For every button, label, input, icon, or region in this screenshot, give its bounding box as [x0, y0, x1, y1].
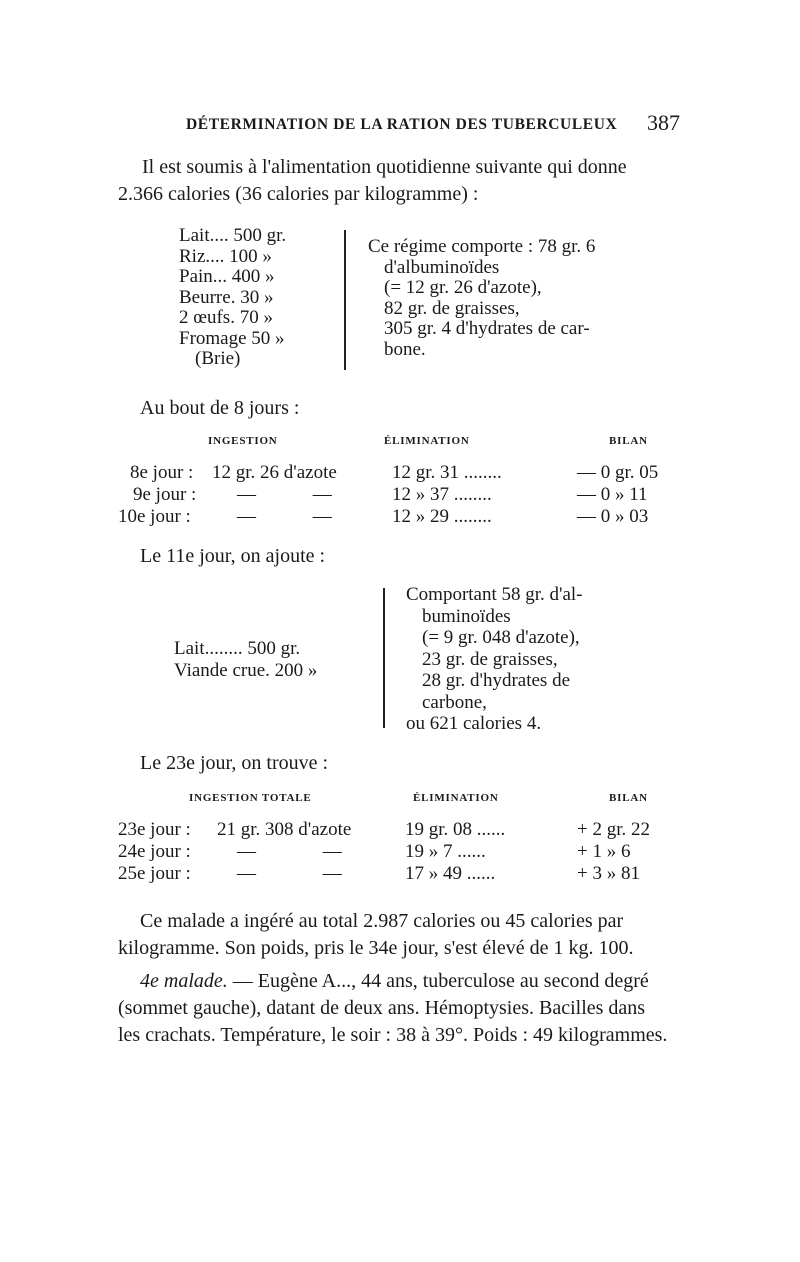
addition-item: Lait........ 500 gr.	[174, 638, 301, 659]
running-title: DÉTERMINATION DE LA RATION DES TUBERCULEUX	[186, 116, 618, 133]
section2-header-ingestion: INGESTION TOTALE	[189, 792, 312, 804]
diet1-item: 2 œufs. 70 »	[179, 307, 273, 328]
addition-desc-line: buminoïdes	[422, 605, 511, 627]
section1-header-elimination: ÉLIMINATION	[384, 435, 470, 447]
diet1-description	[368, 237, 595, 360]
s2-row-ingestion: — —	[237, 841, 342, 862]
conclusion-line-2: kilogramme. Son poids, pris le 34e jour, s'est élevé de 1 kg. 100.	[118, 937, 634, 959]
s2-row-ingestion: — —	[237, 863, 342, 884]
s1-row-elimination: 12 » 37 ........	[392, 484, 492, 505]
s2-row-bilan: + 2 gr. 22	[577, 819, 650, 840]
s1-row-ingestion: 12 gr. 26 d'azote	[212, 462, 337, 483]
diet1-item: (Brie)	[195, 348, 241, 369]
case4-label: 4e malade.	[140, 970, 228, 992]
page-number: 387	[647, 110, 680, 135]
diet1-item: Fromage 50 »	[179, 327, 285, 349]
intro-line-2: 2.366 calories (36 calories par kilogramme) :	[118, 183, 479, 205]
s1-row-bilan: — 0 gr. 05	[577, 462, 659, 483]
addition-desc-line: carbone,	[422, 691, 487, 713]
s1-row-bilan: — 0 » 11	[577, 484, 648, 505]
case4-line-3: les crachats. Température, le soir : 38 à 39°. Poids : 49 kilogrammes.	[118, 1024, 668, 1046]
addition-desc-line: 28 gr. d'hydrates de	[422, 670, 571, 691]
conclusion-line-1: Ce malade a ingéré au total 2.987 calories ou 45 calories par	[140, 910, 624, 932]
section1-header-ingestion: INGESTION	[208, 435, 278, 447]
s2-row-elimination: 19 » 7 ......	[405, 841, 486, 862]
case4-line-2: (sommet gauche), datant de deux ans. Hémoptysies. Bacilles dans	[118, 997, 646, 1019]
diet1-item: Beurre. 30 »	[179, 286, 274, 308]
s2-row-day: 23e jour :	[118, 819, 191, 840]
diet1-desc-line: 305 gr. 4 d'hydrates de car-	[384, 318, 590, 339]
diet1-item: Pain... 400 »	[179, 266, 275, 287]
s1-row-ingestion: — —	[237, 506, 332, 527]
diet1-item: Lait.... 500 gr.	[179, 225, 287, 246]
s1-row-elimination: 12 » 29 ........	[392, 506, 492, 527]
section2-label: Le 23e jour, on trouve :	[140, 752, 329, 774]
case4-line-1	[140, 968, 649, 995]
section2-header-elimination: ÉLIMINATION	[413, 792, 499, 804]
s2-row-elimination: 17 » 49 ......	[405, 863, 496, 884]
section1-label: Au bout de 8 jours :	[140, 397, 300, 419]
addition-brace	[383, 588, 385, 728]
section1-header-bilan: BILAN	[609, 435, 648, 447]
addition-desc-line: Comportant 58 gr. d'al-	[406, 584, 583, 605]
diet1-desc-line: Ce régime comporte : 78 gr. 6	[368, 236, 596, 257]
addition-desc-line: ou 621 calories 4.	[406, 713, 542, 734]
s2-row-ingestion: 21 gr. 308 d'azote	[217, 819, 352, 840]
s1-row-ingestion: — —	[237, 484, 332, 505]
diet1-item: Riz.... 100 »	[179, 245, 272, 267]
s1-row-day: 8e jour :	[130, 462, 194, 483]
s1-row-day: 10e jour :	[118, 506, 191, 527]
s2-row-bilan: + 1 » 6	[577, 841, 631, 862]
addition-item: Viande crue. 200 »	[174, 660, 318, 681]
addition-items	[174, 638, 317, 682]
addition-desc-line: 23 gr. de graisses,	[422, 648, 558, 670]
s1-row-day: 9e jour :	[133, 484, 197, 505]
diet1-items	[179, 226, 286, 370]
addition-label: Le 11e jour, on ajoute :	[140, 545, 326, 567]
diet1-desc-line: d'albuminoïdes	[384, 256, 500, 278]
addition-desc-line: (= 9 gr. 048 d'azote),	[422, 627, 580, 648]
addition-description	[406, 584, 583, 735]
section2-header-bilan: BILAN	[609, 792, 648, 804]
diet1-desc-line: (= 12 gr. 26 d'azote),	[384, 277, 542, 298]
diet1-brace	[344, 230, 346, 370]
diet1-desc-line: 82 gr. de graisses,	[384, 297, 520, 319]
s2-row-day: 24e jour :	[118, 841, 191, 862]
s2-row-elimination: 19 gr. 08 ......	[405, 819, 506, 840]
intro-line-1: Il est soumis à l'alimentation quotidienne suivante qui donne	[142, 156, 627, 178]
s2-row-bilan: + 3 » 81	[577, 863, 640, 884]
s1-row-bilan: — 0 » 03	[577, 506, 649, 527]
diet1-desc-line: bone.	[384, 338, 426, 360]
s1-row-elimination: 12 gr. 31 ........	[392, 462, 502, 483]
case4-line1-text: — Eugène A..., 44 ans, tuberculose au second degré	[227, 970, 649, 992]
s2-row-day: 25e jour :	[118, 863, 191, 884]
